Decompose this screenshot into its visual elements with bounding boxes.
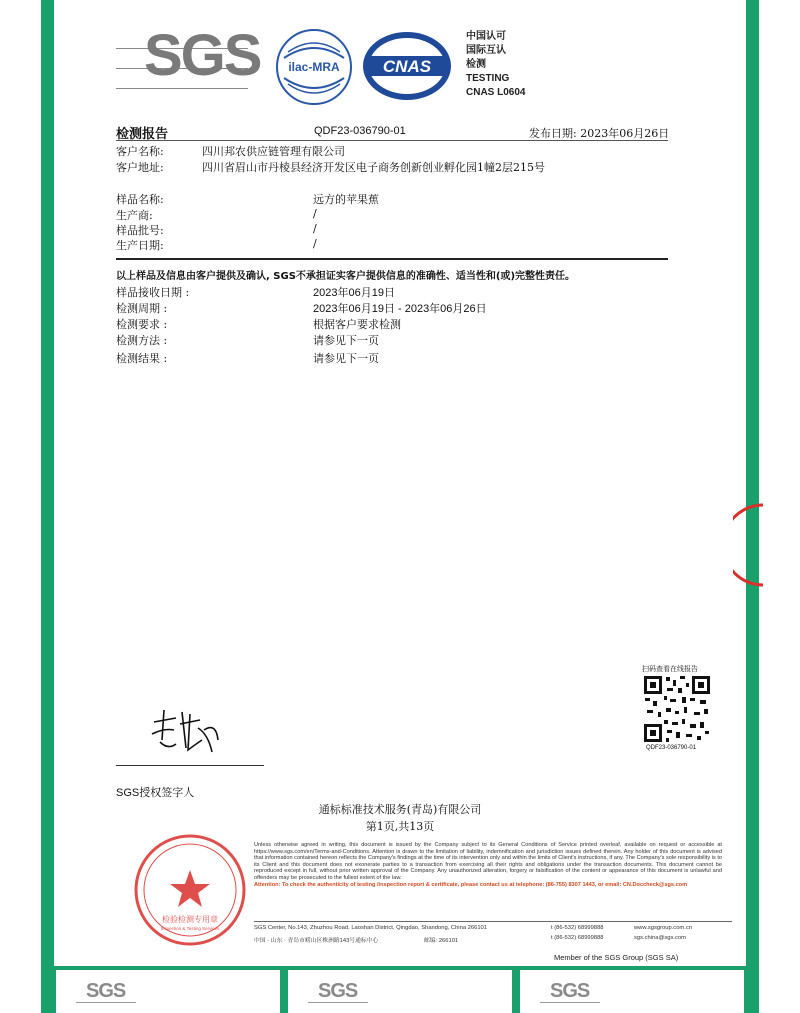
divider <box>116 258 668 260</box>
received-date-label: 样品接收日期 : <box>116 286 190 299</box>
received-date: 2023年06月19日 <box>313 287 395 299</box>
test-result: 请参见下一页 <box>313 352 379 365</box>
divider <box>116 140 668 141</box>
issue-date: 发布日期: 2023年06月26日 <box>529 127 670 140</box>
test-method-label: 检测方法 : <box>116 334 168 347</box>
client-name: 四川邦农供应链管理有限公司 <box>202 145 345 158</box>
report-number: QDF23-036790-01 <box>314 125 406 137</box>
thumbnail-sgs-logo: SGS <box>86 980 126 1002</box>
sgs-logo <box>116 18 261 98</box>
email: sgs.china@sgs.com <box>634 935 686 941</box>
page-thumbnail[interactable] <box>288 970 512 1013</box>
production-date: / <box>313 237 317 250</box>
client-name-label: 客户名称: <box>116 145 164 158</box>
accreditation-line: 检测 <box>466 59 486 70</box>
client-address-label: 客户地址: <box>116 161 164 174</box>
signer-label: SGS授权签字人 <box>116 787 195 799</box>
producer: / <box>313 207 317 220</box>
test-period-label: 检测周期 : <box>116 302 168 315</box>
thumbnail-sgs-logo: SGS <box>318 980 358 1002</box>
qr-report-number: QDF23-036790-01 <box>646 745 697 751</box>
batch: / <box>313 222 317 235</box>
thumbnail-logo-line <box>76 1002 136 1003</box>
company-name: 通标标准技术服务(青岛)有限公司 <box>318 803 482 816</box>
report-title: 检测报告 <box>116 127 169 142</box>
terms-fine-print <box>254 842 722 888</box>
sample-name: 远方的苹果蕉 <box>313 193 379 206</box>
address-cn: 中国 · 山东 · 青岛市崂山区株洲路143号通标中心 <box>254 938 379 944</box>
accreditation-block <box>466 30 525 100</box>
page-number: 第1页,共13页 <box>365 820 435 833</box>
postcode-cn: 邮编: 266101 <box>424 938 459 944</box>
test-period: 2023年06月19日 - 2023年06月26日 <box>313 303 487 315</box>
stamp-text: 检验检测专用章 <box>162 915 218 924</box>
accreditation-line: 中国认可 <box>466 31 506 42</box>
page-thumbnail[interactable] <box>520 970 744 1013</box>
seam-stamp <box>733 500 773 590</box>
accreditation-line: TESTING <box>466 73 510 84</box>
sgs-logo-text: SGS <box>144 23 261 88</box>
qr-code-icon[interactable] <box>642 674 712 744</box>
disclaimer-notice: 以上样品及信息由客户提供及确认, SGS不承担证实客户提供信息的准确性、适当性和(或)完整性责任。 <box>116 271 576 282</box>
terms-text: Unless otherwise agreed in writing, this document is issued by the Company subject to its General Conditions of Service printed overleaf, available on request or accessible at https://www.sgs.com/en/Terms-and-Conditions. Attention is drawn to the limitation of liability, indemnification and jurisdiction issues defined therein. Any holder of this document is advised that information contained hereon reflects the Company's findings at the time of its intervention only and within the limits of Client's instructions, if any. The Company's sole responsibility is to its Client and this document does not exonerate parties to a transaction from exercising all their rights and obligations under the transaction documents. This document cannot be reproduced except in full, without prior written approval of the Company. Any unauthorized alteration, forgery or falsification of the content or appearance of this document is unlawful and offenders may be prosecuted to the fullest extent of the law. <box>254 842 722 881</box>
phone-1: t (86-532) 68999888 <box>551 925 604 931</box>
thumbnail-logo-line <box>540 1002 600 1003</box>
test-requirement: 根据客户要求检测 <box>313 318 401 331</box>
ilac-logo-text: ilac-MRA <box>288 60 340 74</box>
report-page <box>54 0 746 966</box>
sample-name-label: 样品名称: <box>116 193 164 206</box>
cnas-logo-text: CNAS <box>382 57 432 76</box>
handwritten-signature <box>146 700 226 760</box>
production-date-label: 生产日期: <box>116 239 164 252</box>
test-requirement-label: 检测要求 : <box>116 318 168 331</box>
batch-label: 样品批号: <box>116 224 164 237</box>
cnas-logo <box>361 30 453 102</box>
signature-line <box>116 765 264 766</box>
phone-2: t (86-532) 68999888 <box>551 935 604 941</box>
test-result-label: 检测结果 : <box>116 352 168 365</box>
thumbnail-sgs-logo: SGS <box>550 980 590 1002</box>
website: www.sgsgroup.com.cn <box>634 925 692 931</box>
accreditation-line: CNAS L0604 <box>466 87 526 98</box>
address-divider <box>254 921 732 922</box>
test-method: 请参见下一页 <box>313 334 379 347</box>
address-en: SGS Center, No.143, Zhuzhou Road, Laoshan District, Qingdao, Shandong, China 266101 <box>254 925 487 931</box>
qr-caption: 扫码查看在线报告 <box>642 665 698 673</box>
page-thumbnail[interactable] <box>56 970 280 1013</box>
ilac-mra-logo <box>274 28 354 106</box>
member-of-sgs: Member of the SGS Group (SGS SA) <box>554 953 679 962</box>
authenticity-notice: Attention: To check the authenticity of testing /inspection report & certificate, please contact us at telephone: (86-755) 8307 1443, or email: CN.Doccheck@sgs.com <box>254 881 688 888</box>
accreditation-line: 国际互认 <box>466 45 506 56</box>
stamp-text-en: Inspection & Testing Services <box>160 926 220 931</box>
producer-label: 生产商: <box>116 209 153 222</box>
thumbnail-logo-line <box>308 1002 368 1003</box>
official-stamp <box>130 830 250 950</box>
client-address: 四川省眉山市丹棱县经济开发区电子商务创新创业孵化园1幢2层215号 <box>202 161 545 174</box>
